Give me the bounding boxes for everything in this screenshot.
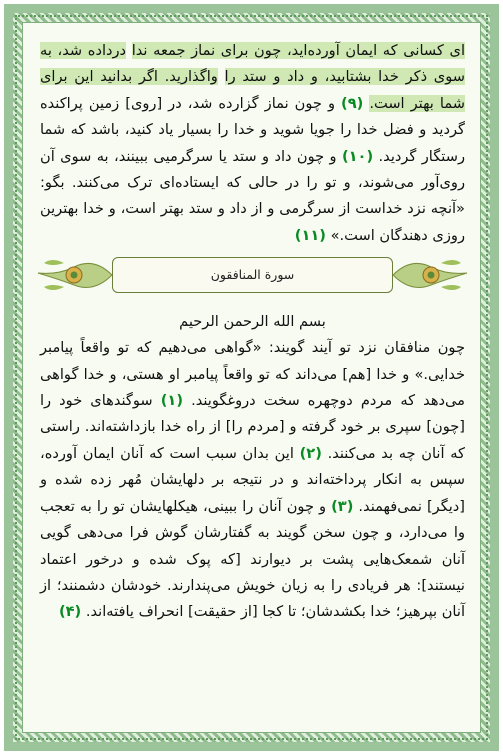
verse-number: (۱) [160,392,183,410]
basmala: بسم الله الرحمن الرحيم [179,313,326,331]
verse-text: و چون آنان را ببینی، هیکلهایشان تو را به تعجب وا می‌دارد، و چون سخن گویند به گفتارشان گوش فرا می‌دهی گویی آنان شمعک‌هایی پشت بر دیوارند [که پوک شده و درخور اعتماد نیستند]: هر فریادی را به زیان خویش می‌پندارند. خودشان دشمنند؛ از آنان بپرهیز؛ خدا بکشدشان؛ تا کجا [از حقیقت] انحراف یافته‌اند. [40,497,465,621]
floral-ornament-icon [391,253,469,297]
text-content [40,38,465,626]
verse-text: و چون نماز گزارده شد، در [روی] زمین پراکنده گردید و فضل خدا را جویا شوید و خدا را بسیار یاد کنید، باشد که شما رستگار گردید. [40,94,465,165]
highlighted-text: واگذارید. اگر بدانید این برای شما بهتر است. [40,68,466,112]
verse-text: سوگندهای خود را [چون] سپری بر خود گرفته و [مردم را] از راه خدا بازداشته‌اند. راستی که آنان چه بد می‌کنند. [40,392,465,462]
surah-title: سورة المنافقون [112,257,393,293]
verse-text: این بدان سبب است که آنان ایمان آورده، سپس به انکار پرداخته‌اند و در نتیجه بر دلهایشان مُهر زده شده و [دیگر] نمی‌فهمند. [40,444,466,515]
verse-number: (۳) [331,497,354,515]
highlighted-text: درداده شد، به سوی ذکر خدا بشتابید، و داد و ستد را [40,42,465,86]
paragraph-jumuah-end [40,38,465,249]
verse-number: (۱۱) [294,226,326,244]
verse-number: (۲) [299,444,322,462]
floral-ornament-icon [36,253,114,297]
verse-number: (۴) [58,603,82,621]
highlighted-text: ای کسانی که ایمان آورده‌اید، چون برای نماز جمعه ندا [131,42,465,59]
verse-number: (۱۰) [341,147,374,165]
paragraph-munafiqun [40,335,465,625]
verse-text: و چون داد و ستد یا سرگرمیی ببینند، به سوی آن روی‌آور می‌شوند، و تو را در حالی که ایستاده‌ای ترک می‌کنند. بگو: «آنچه نزد خداست از سرگرمی و از داد و ستد بهتر است، و خدا بهترین روزی دهندگان است.» [40,147,465,244]
verse-text: چون منافقان نزد تو آیند گویند: «گواهی می‌دهیم که تو واقعاً پیامبر خدایی.» و خدا [هم] می‌داند که تو واقعاً پیامبر او هستی، و خدا گواهی می‌دهد که مردم دوچهره سخت دروغگویند. [40,339,465,410]
surah-header [40,253,465,299]
verse-number: (۹) [341,94,364,112]
